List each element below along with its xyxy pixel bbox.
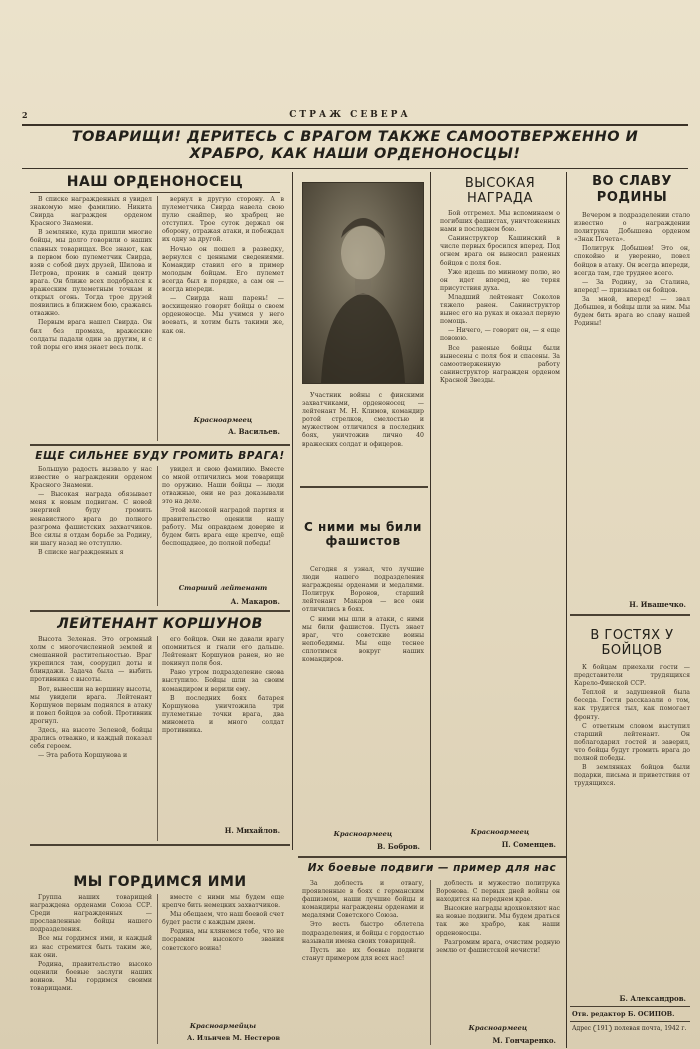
paragraph: — Высокая награда обязывает меня к новым подвигам. С новой энергией буду громить ненавистного врага до полного разгрома фашистских захватчиков. Все силы я отдам борьбе за Родину, ни шагу назад не отступлю. xyxy=(30,491,152,547)
paragraph: В землянках бойцов были подарки, письма и приветствия от трудящихся. xyxy=(574,764,690,788)
article-title-s-nimi-my: С ними мы били фашистов xyxy=(304,520,422,548)
paragraph: В землянке, куда пришли многие бойцы, мы долго говорили о наших славных товарищах. Все знают, как в первом бою пулеметчик Свирда, взяв с собой двух друзей, Шилова и Петрова, проник в самый центр врага. Он ближе всех подобрался к вражеским пулеметным точкам и открыл огонь. Тогда трое друзей появились в ближнем бою, сражаясь отважно. xyxy=(30,229,152,318)
article-body-leitenant-col1 xyxy=(30,636,152,836)
divider xyxy=(30,844,290,846)
article-title-nash-ordenonosets: НАШ ОРДЕНОНОСЕЦ xyxy=(66,174,244,190)
paragraph: вернул в другую сторону. А в пулеметчика Свирда навела свою пулю снайпер, но храбрец не отступил. Трое суток держал он оборону, отражая атаки, и побеждал их одну за другой. xyxy=(162,196,284,244)
divider xyxy=(30,444,290,446)
editor-name: Б. ОСИПОВ. xyxy=(627,1010,675,1018)
article-title-v-gostyakh: В ГОСТЯХ У БОЙЦОВ xyxy=(590,628,674,658)
divider xyxy=(298,856,566,858)
paragraph: В списке награжденных я увидел знакомую мне фамилию. Никита Свирда награжден орденом Красного Знамени. xyxy=(30,196,152,228)
signature-role: Старший лейтенант xyxy=(178,584,268,592)
paragraph: Уже идешь по минному полю, но он идет вперед, не теряя присутствия духа. xyxy=(440,268,560,292)
paragraph: Политрук Добышев! Это он, спокойно и уверенно, повел бойцов в атаку. Он всегда впереди, всегда там, где труднее всего. xyxy=(574,245,690,277)
paragraph: Бой отгремел. Мы вспоминаем о погибших фашистах, уничтоженных нами в последнем бою. xyxy=(440,210,560,234)
masthead-title: СТРАЖ СЕВЕРА xyxy=(289,110,411,120)
signature-role: Красноармеец xyxy=(193,416,253,424)
paragraph: Родина, правительство высоко оценили боевые заслуги наших воинов. Мы гордимся своими товарищами. xyxy=(30,960,152,993)
signature-name: Б. Александров. xyxy=(619,994,686,1003)
column-divider xyxy=(566,172,567,1048)
paragraph: его бойцов. Они не давали врагу опомниться и гнали его дальше. Лейтенант Коршунов ранен, но не покинул поля боя. xyxy=(162,636,284,668)
article-body-my-gordimsya-col2 xyxy=(162,894,284,1019)
article-title-eshche-silnee: ЕЩЕ СИЛЬНЕЕ БУДУ ГРОМИТЬ ВРАГА! xyxy=(35,450,285,462)
column-divider xyxy=(430,880,431,1045)
paragraph: Пусть же их боевые подвиги станут примером для всех нас! xyxy=(302,946,424,962)
article-body-v-gostyakh xyxy=(574,664,690,990)
signature-role: Красноармеец xyxy=(333,830,393,838)
paragraph: Это весть быстро облетела подразделения, и бойцы с гордостью называли имена своих товарищей. xyxy=(302,921,424,945)
paragraph: Рано утром подразделение снова выступило. Бойцы шли за своим командиром и верили ему. xyxy=(162,669,284,693)
paragraph: Высокие награды вдохновляют нас на новые подвиги. Мы будем драться так же храбро, как наши орденоносцы. xyxy=(436,905,560,937)
paragraph: вместе с ними мы будем еще крепче бить немецких захватчиков. xyxy=(162,894,284,910)
signature-name: А. Макаров. xyxy=(230,597,280,606)
signature-name: М. Гончаренко. xyxy=(492,1036,556,1045)
paragraph: Младший лейтенант Соколов тяжело ранен. Санинструктор вынес его на руках и оказал первую помощь. xyxy=(440,293,560,326)
article-body-vo-slavu xyxy=(574,212,690,594)
address-prefix: Адрес xyxy=(572,1025,591,1032)
paragraph: Ночью он пошел в разведку, вернулся с ценными сведениями. Командир ставил его в пример молодым бойцам. Его пулемет всегда был в порядке, а сам он — всегда впереди. xyxy=(162,245,284,294)
paragraph: — Свирда наш парень! — восхищенно говорят бойцы о своем орденоносце. Мы учимся у него воевать, и хотим быть такими же, как он. xyxy=(162,295,284,335)
divider xyxy=(570,1006,690,1007)
article-body-leitenant-col2 xyxy=(162,636,284,816)
paragraph: За доблесть и отвагу, проявленные в боях с германским фашизмом, наши лучшие бойцы и командиры награждены орденами и медалями Советского Союза. xyxy=(302,880,424,920)
article-title-vo-slavu: ВО СЛАВУ РОДИНЫ xyxy=(592,174,672,205)
paragraph: Санинструктор Кашинский в числе первых бросился вперед. Под огнем врага он выносил раненых бойцов с поля боя. xyxy=(440,235,560,267)
divider xyxy=(570,1021,690,1022)
column-divider xyxy=(157,466,158,606)
column-divider xyxy=(157,636,158,841)
footer-address xyxy=(572,1025,692,1032)
paragraph: Вечером в подразделении стало известно о награждении политрука Добышева орденом «Знак Почета». xyxy=(574,212,690,244)
signature-name: Н. Ивашечко. xyxy=(629,600,686,609)
paragraph: Первым врага нашел Свирда. Он бил без промаха, вражеские солдаты падали один за другим, и с той поры его имя знает весь полк. xyxy=(30,319,152,351)
paragraph: Большую радость вызвало у нас известие о награждении орденом Красного Знамени. xyxy=(30,466,152,490)
divider xyxy=(570,614,690,616)
divider xyxy=(30,610,290,612)
article-body-boevye-podvigi-col1 xyxy=(302,880,424,1042)
article-body-nash-ordenonosets-col1 xyxy=(30,196,152,441)
paragraph: — Ничего, — говорит он, — я еще повоюю. xyxy=(440,327,560,343)
paragraph: Здесь, на высоте Зеленой, бойцы дрались отважно, и каждый показал себя героем. xyxy=(30,727,152,751)
signature-role: Красноармейцы xyxy=(189,1022,257,1030)
signature-name: П. Соменцев. xyxy=(501,840,556,849)
address-stamp: 191 xyxy=(593,1025,612,1032)
paragraph: Мы обещаем, что наш боевой счет будет расти с каждым днем. xyxy=(162,911,284,927)
signature-name: В. Бобров. xyxy=(377,842,420,851)
footer-editor xyxy=(572,1010,692,1018)
paragraph: Теплой и задушевной была беседа. Гости рассказали о том, как трудится тыл, как помогает фронту. xyxy=(574,689,690,721)
divider xyxy=(30,192,280,193)
paragraph: Родина, мы клянемся тебе, что не посрамим высокого звания советского воина! xyxy=(162,928,284,952)
headline-rule xyxy=(22,168,688,169)
column-divider xyxy=(292,172,293,850)
column-divider xyxy=(430,172,431,850)
paragraph: С ответным словом выступил старший лейтенант. Он поблагодарил гостей и заверил, что бойцы будут громить врага до полной победы. xyxy=(574,722,690,763)
article-body-s-nimi-my xyxy=(302,566,424,821)
article-title-leitenant: ЛЕЙТЕНАНТ КОРШУНОВ xyxy=(57,616,263,632)
main-headline: ТОВАРИЩИ! ДЕРИТЕСЬ С ВРАГОМ ТАКЖЕ САМООТВЕРЖЕННО И ХРАБРО, КАК НАШИ ОРДЕНОНОСЦЫ! xyxy=(71,129,639,162)
paragraph: доблесть и мужество политрука Воронова. С первых дней войны он находится на переднем крае. xyxy=(436,880,560,904)
signature-role: Красноармеец xyxy=(470,828,530,836)
soldier-portrait-photo xyxy=(302,182,424,384)
paragraph: Участник войны с финскими захватчиками, орденоносец — лейтенант М. Н. Климов, командир ротой стрелков, смелостью и мужеством отличился в последних боях, уничтожив лично 40 вражеских солдат и офицеров. xyxy=(302,392,424,448)
article-body-vysokaya-nagrada xyxy=(440,210,560,822)
paragraph: — Эта работа Коршунова и xyxy=(38,752,128,760)
paragraph: К бойцам приехали гости — представители трудящихся Карело-Финской ССР. xyxy=(574,664,690,688)
column-divider xyxy=(157,196,158,441)
paragraph: Вот, вынесши на вершину высоты, мы увидели врага. Лейтенант Коршунов первым поднялся в атаку и повел бойцов за собой. Противник дрогнул. xyxy=(30,685,152,725)
paragraph: Разгромим врага, очистим родную землю от фашистской нечисти! xyxy=(436,938,560,954)
article-title-vysokaya-nagrada: ВЫСОКАЯ НАГРАДА xyxy=(464,176,536,206)
signature-names: А. Ильичев М. Нестеров xyxy=(187,1034,280,1042)
paragraph: Все мы гордимся ими, и каждый из нас стремится быть таким же, как они. xyxy=(30,935,152,959)
paragraph: увидел и свою фамилию. Вместе со мной отличились мои товарищи по оружию. Наши бойцы — люди отважные, они не раз доказывали это на деле. xyxy=(162,466,284,506)
article-title-my-gordimsya: МЫ ГОРДИМСЯ ИМИ xyxy=(73,874,247,890)
paragraph: В последних боях батарея Коршунова уничтожила три пулеметные точки врага, два миномета и много солдат противника. xyxy=(162,694,284,735)
paragraph: Группа наших товарищей награждена орденами Союза ССР. Среди награжденных — прославленные бойцы нашего подразделения. xyxy=(30,894,152,934)
portrait-silhouette xyxy=(303,183,423,383)
address-suffix: полевая почта, 1942 г. xyxy=(614,1025,687,1032)
signature-name: Н. Михайлов. xyxy=(224,826,280,835)
photo-caption xyxy=(302,392,424,482)
article-body-my-gordimsya-col1 xyxy=(30,894,152,1039)
article-body-nash-ordenonosets-col2 xyxy=(162,196,284,406)
article-body-eshche-silnee-col1 xyxy=(30,466,152,584)
editor-label: Отв. редактор xyxy=(572,1010,626,1018)
paragraph: Этой высокой наградой партия и правительство оценили нашу работу. Мы оправдаем доверие и будем бить врага еще крепче, ещё беспощаднее, до полной победы! xyxy=(162,507,284,547)
article-body-eshche-silnee-col2 xyxy=(162,466,284,576)
signature-name: А. Васильев. xyxy=(228,427,280,436)
paragraph: С ними мы шли в атаки, с ними мы били фашистов. Пусть знает враг, что советские воины непобедимы. Мы еще теснее сплотимся вокруг наших командиров. xyxy=(302,615,424,664)
signature-role: Красноармеец xyxy=(468,1024,528,1032)
paragraph: — За Родину, за Сталина, вперед! — призывал он бойцов. xyxy=(574,278,690,294)
paragraph: За мной, вперед! — звал Добышев, и бойцы шли за ним. Мы будем бить врага во славу нашей Родины! xyxy=(574,295,690,328)
paragraph: Сегодня я узнал, что лучшие люди нашего подразделения награждены орденами и медалями. Политрук Воронов, старший лейтенант Макаров — все они отличились в боях. xyxy=(302,566,424,614)
divider xyxy=(300,486,428,488)
paragraph: В списке награжденных я xyxy=(38,548,124,556)
paragraph: Высота Зеленая. Это огромный холм с многочисленной землей и смешанной растительностью. Враг укрепился там, соорудил доты и блиндажи. Задача была — выбить противника с высоты. xyxy=(30,636,152,684)
paragraph: Все раненые бойцы были вынесены с поля боя и спасены. За самоотверженную работу санинструктор награжден орденом Красной Звезды. xyxy=(440,344,560,384)
article-body-boevye-podvigi-col2 xyxy=(436,880,560,1020)
column-divider xyxy=(157,894,158,1044)
masthead-rule xyxy=(22,124,688,126)
page-number: 2 xyxy=(22,110,28,120)
article-title-boevye-podvigi: Их боевые подвиги — пример для нас xyxy=(307,862,557,874)
